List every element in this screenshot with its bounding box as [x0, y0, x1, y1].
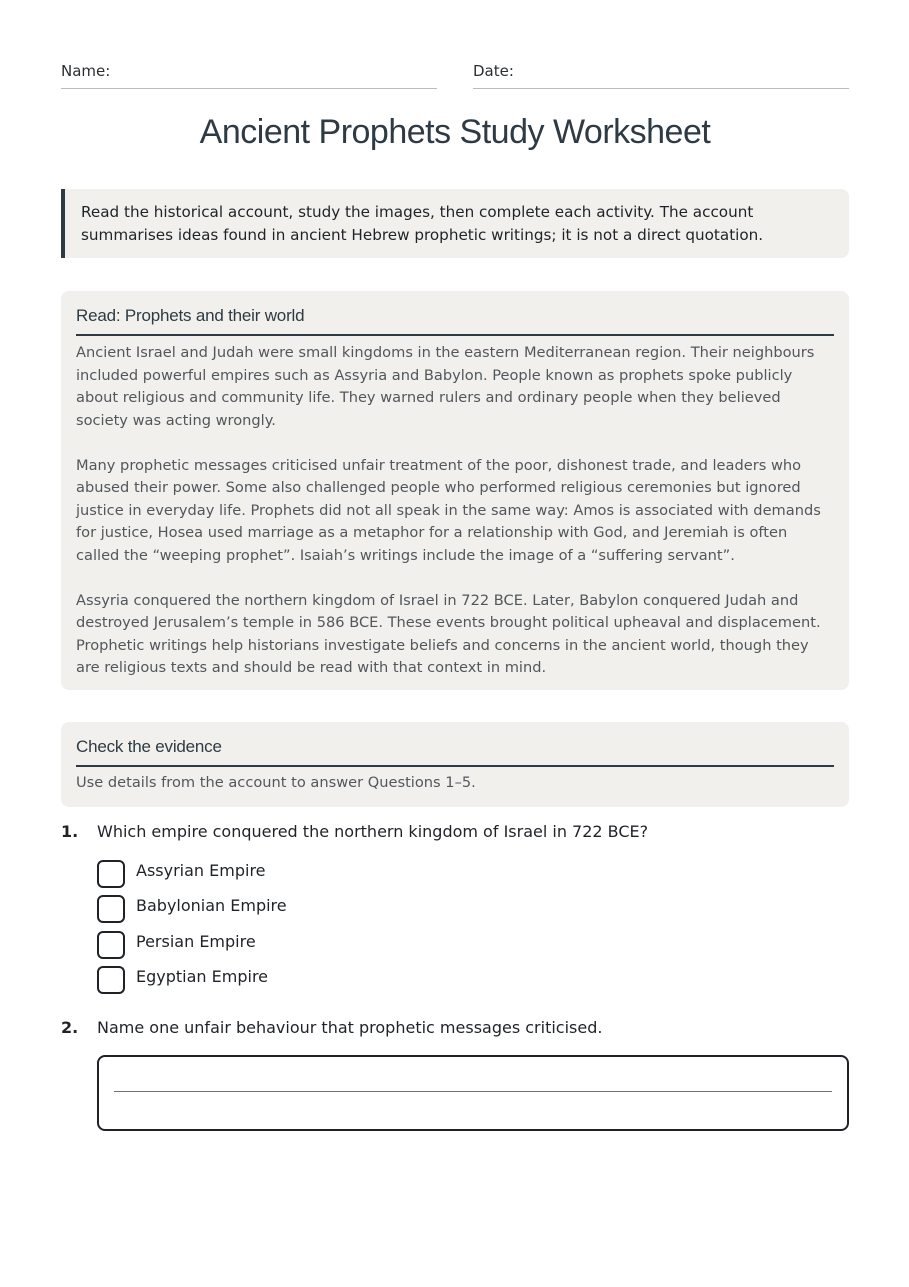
read-paragraph: Assyria conquered the northern kingdom of Israel in 722 BCE. Later, Babylon conquered Judah and destroyed Jerusalem’s temple in 586 BCE. These events brought political upheaval and displacement. Prophetic writings help historians investigate beliefs and concerns in the ancient world, though they are religious texts and should be read with that context in mind.	[76, 591, 821, 676]
answer-box[interactable]	[97, 1055, 849, 1131]
student-info	[61, 62, 849, 90]
worksheet-title: Ancient Prophets Study Worksheet	[199, 113, 711, 151]
read-paragraph: Many prophetic messages criticised unfair treatment of the poor, dishonest trade, and leaders who abused their power. Some also challenged people who performed religious ceremonies but ignored justice in everyday life. Prophets did not all speak in the same way: Amos is associated with demands for justice, Hosea used marriage as a metaphor for a relationship with God, and Jeremiah is often called the “weeping prophet”. Isaiah’s writings include the image of a “suffering servant”.	[76, 456, 821, 564]
question-number: 2.	[61, 1018, 79, 1037]
checkbox[interactable]	[97, 931, 125, 959]
option-label: Assyrian Empire	[136, 861, 266, 880]
option-label: Persian Empire	[136, 931, 256, 951]
read-paragraph: Ancient Israel and Judah were small kingdoms in the eastern Mediterranean region. Their neighbours included powerful empires such as Assyria and Babylon. People known as prophets spoke publicly about religious and community life. They warned rulers and ordinary people when they believed society was acting wrongly.	[76, 344, 815, 429]
checkbox[interactable]	[97, 966, 125, 994]
option-label: Egyptian Empire	[136, 966, 269, 986]
question-text: Name one unfair behaviour that prophetic messages criticised.	[97, 1018, 603, 1037]
name-label: Name:	[61, 62, 111, 80]
intro-callout: Read the historical account, study the images, then complete each activity. The account summarises ideas found in ancient Hebrew prophetic writings; it is not a direct quotation.	[61, 189, 849, 258]
date-label: Date:	[473, 62, 514, 80]
date-field[interactable]	[473, 62, 849, 89]
read-section	[61, 291, 849, 690]
read-section-heading: Read: Prophets and their world	[76, 291, 834, 336]
question-number: 1.	[61, 822, 79, 841]
option-label: Babylonian Empire	[136, 896, 287, 916]
check-section-heading: Check the evidence	[76, 722, 834, 767]
checkbox[interactable]	[97, 860, 125, 888]
checkbox[interactable]	[97, 895, 125, 923]
check-instruction: Use details from the account to answer Questions 1–5.	[76, 774, 476, 791]
answer-line	[114, 1091, 832, 1092]
name-field[interactable]	[61, 62, 437, 89]
question-text: Which empire conquered the northern kingdom of Israel in 722 BCE?	[97, 822, 649, 841]
check-section	[61, 722, 849, 807]
